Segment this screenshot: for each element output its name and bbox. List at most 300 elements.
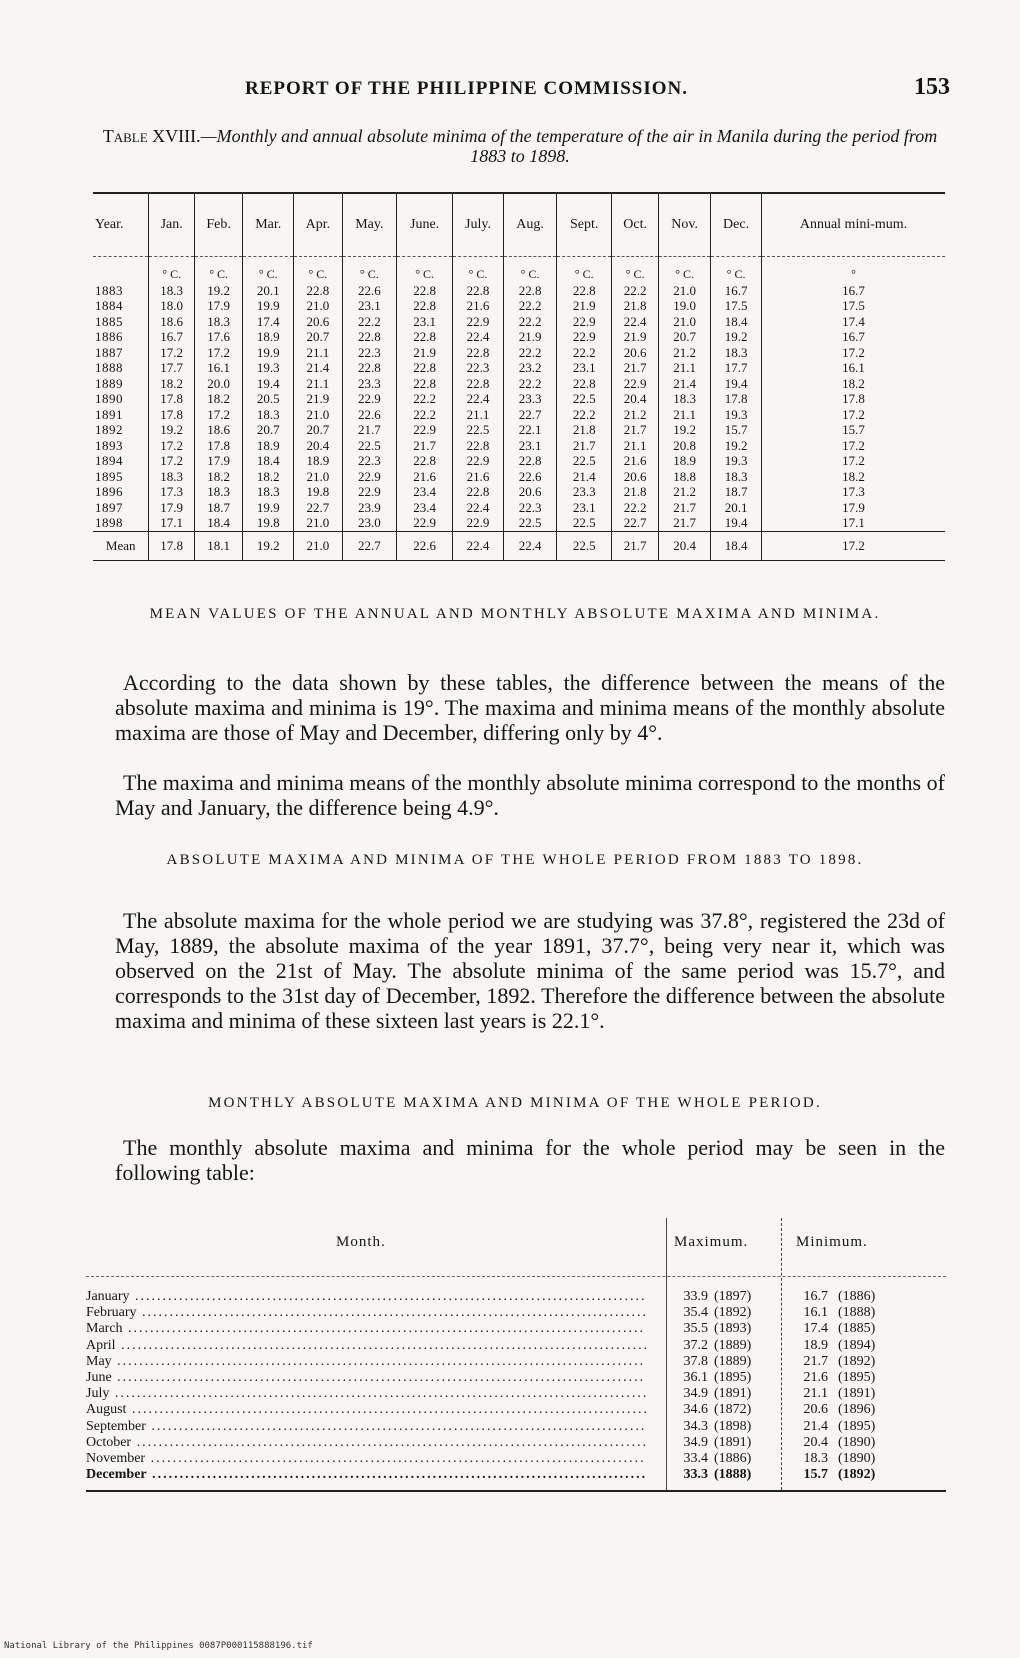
value-cell: 21.7 <box>659 515 711 531</box>
value-cell: 21.1 <box>453 407 504 423</box>
value-cell: 22.8 <box>453 438 504 454</box>
maximum-value: 34.9 <box>683 1386 708 1402</box>
value-cell: 18.0 <box>149 298 195 314</box>
year-cell: 1892 <box>95 422 123 437</box>
extremes-header <box>86 1218 946 1277</box>
column-header: May. <box>342 193 397 257</box>
table-row <box>93 484 945 500</box>
value-cell: 21.7 <box>659 500 711 516</box>
value-cell: 19.3 <box>711 407 762 423</box>
value-cell: 16.7 <box>711 283 762 299</box>
value-cell: 21.9 <box>397 345 453 361</box>
value-cell: 17.8 <box>149 391 195 407</box>
value-cell: 21.1 <box>294 345 342 361</box>
year-cell: 1895 <box>95 468 123 484</box>
value-cell: 20.5 <box>243 391 294 407</box>
unit-cell: ° C. <box>294 257 342 283</box>
value-cell: 20.7 <box>659 329 711 345</box>
extremes-row <box>86 1321 946 1337</box>
value-cell: 21.6 <box>612 453 659 469</box>
unit-cell: ° C. <box>194 257 242 283</box>
value-cell: 21.4 <box>557 469 612 485</box>
value-cell: 19.4 <box>711 376 762 392</box>
month-name: September ..... <box>86 1419 646 1435</box>
table-row <box>93 391 945 407</box>
table-header-row <box>93 193 945 257</box>
value-cell: 21.2 <box>612 407 659 423</box>
value-cell: 22.3 <box>342 345 397 361</box>
value-cell: 18.2 <box>194 469 242 485</box>
value-cell: 21.7 <box>612 360 659 376</box>
value-cell: 16.7 <box>762 283 945 299</box>
unit-cell: ° C. <box>453 257 504 283</box>
value-cell: 19.8 <box>243 515 294 531</box>
table-row <box>93 360 945 376</box>
value-cell: 21.4 <box>659 376 711 392</box>
column-header: Apr. <box>294 193 342 257</box>
table-row <box>93 469 945 485</box>
value-cell: 22.9 <box>453 515 504 531</box>
value-cell: 23.3 <box>342 376 397 392</box>
extremes-row <box>86 1435 946 1451</box>
maximum-year: (1892) <box>714 1305 752 1321</box>
unit-cell: ° C. <box>503 257 556 283</box>
year-cell: 1889 <box>95 375 123 391</box>
unit-cell: ° C. <box>243 257 294 283</box>
mean-cell: 22.7 <box>342 531 397 560</box>
value-cell: 21.8 <box>612 298 659 314</box>
value-cell: 22.2 <box>342 314 397 330</box>
section-heading-mean-values: MEAN VALUES OF THE ANNUAL AND MONTHLY ABSOLUTE MAXIMA AND MINIMA. <box>149 606 881 622</box>
value-cell: 21.7 <box>397 438 453 454</box>
value-cell: 22.9 <box>453 314 504 330</box>
mean-cell: 18.1 <box>194 531 242 560</box>
value-cell: 21.0 <box>659 283 711 299</box>
table-caption <box>95 126 945 166</box>
table-row <box>93 298 945 314</box>
maximum-year: (1889) <box>714 1353 752 1369</box>
running-title: REPORT OF THE PHILIPPINE COMMISSION. <box>245 78 689 99</box>
value-cell: 22.8 <box>342 360 397 376</box>
paragraph-monthly: The monthly absolute maxima and minima for the whole period may be seen in the following table: <box>115 1135 945 1185</box>
extremes-row <box>86 1451 946 1467</box>
minimum-value: 18.9 <box>803 1337 828 1353</box>
value-cell: 22.5 <box>453 422 504 438</box>
month-name: October ..... <box>86 1435 646 1451</box>
month-name: January ..... <box>86 1289 646 1305</box>
section-heading-monthly: MONTHLY ABSOLUTE MAXIMA AND MINIMA OF THE WHOLE PERIOD. <box>208 1095 822 1111</box>
value-cell: 18.3 <box>194 314 242 330</box>
unit-cell: ° C. <box>612 257 659 283</box>
value-cell: 17.5 <box>711 298 762 314</box>
table-row <box>93 515 945 531</box>
extremes-row <box>86 1338 946 1354</box>
table-row <box>93 407 945 423</box>
value-cell: 19.9 <box>243 345 294 361</box>
value-cell: 17.2 <box>762 345 945 361</box>
value-cell: 17.9 <box>149 500 195 516</box>
value-cell: 19.0 <box>659 298 711 314</box>
value-cell: 20.7 <box>243 422 294 438</box>
minimum-value: 21.4 <box>803 1418 828 1434</box>
maximum-year: (1888) <box>714 1467 752 1483</box>
minimum-year: (1885) <box>838 1321 876 1337</box>
value-cell: 18.2 <box>762 469 945 485</box>
maximum-year: (1895) <box>714 1369 752 1385</box>
maximum-value: 34.6 <box>683 1402 708 1418</box>
minimum-year: (1895) <box>838 1369 876 1385</box>
value-cell: 21.2 <box>659 345 711 361</box>
month-name: February ..... <box>86 1305 646 1321</box>
value-cell: 16.7 <box>149 329 195 345</box>
value-cell: 20.1 <box>711 500 762 516</box>
value-cell: 18.3 <box>149 469 195 485</box>
value-cell: 18.4 <box>194 515 242 531</box>
mean-cell: 21.0 <box>294 531 342 560</box>
year-cell: 1894 <box>95 453 123 468</box>
value-cell: 16.1 <box>762 360 945 376</box>
extremes-row <box>86 1402 946 1418</box>
value-cell: 22.9 <box>557 329 612 345</box>
value-cell: 19.2 <box>711 438 762 454</box>
mean-cell: 21.7 <box>612 531 659 560</box>
value-cell: 22.9 <box>453 453 504 469</box>
value-cell: 22.8 <box>453 283 504 299</box>
maximum-value: 33.4 <box>683 1450 708 1466</box>
minimum-value: 21.1 <box>803 1386 828 1402</box>
column-header: July. <box>453 193 504 257</box>
value-cell: 22.8 <box>397 376 453 392</box>
value-cell: 22.1 <box>503 422 556 438</box>
paragraph-mean-values-2: The maxima and minima means of the monthly absolute minima correspond to the months of May and January, the difference being 4.9°. <box>115 770 945 820</box>
unit-cell: ° C. <box>659 257 711 283</box>
value-cell: 22.8 <box>453 484 504 500</box>
value-cell: 17.2 <box>762 438 945 454</box>
value-cell: 21.7 <box>557 438 612 454</box>
value-cell: 23.4 <box>397 484 453 500</box>
value-cell: 23.1 <box>557 500 612 516</box>
value-cell: 18.7 <box>194 500 242 516</box>
value-cell: 22.6 <box>342 283 397 299</box>
year-cell: 1885 <box>95 313 123 329</box>
minimum-value: 20.6 <box>803 1402 828 1418</box>
value-cell: 21.0 <box>659 314 711 330</box>
table-row <box>93 329 945 345</box>
value-cell: 21.0 <box>294 407 342 423</box>
value-cell: 19.8 <box>294 484 342 500</box>
value-cell: 22.5 <box>503 515 556 531</box>
value-cell: 22.5 <box>342 438 397 454</box>
column-header: Year. <box>95 217 124 233</box>
mean-label: Mean <box>105 537 136 553</box>
maximum-value: 34.9 <box>683 1434 708 1450</box>
value-cell: 19.2 <box>711 329 762 345</box>
year-cell: 1884 <box>95 298 123 313</box>
value-cell: 22.8 <box>397 453 453 469</box>
value-cell: 20.1 <box>243 283 294 299</box>
value-cell: 18.9 <box>294 453 342 469</box>
extremes-row <box>86 1289 946 1305</box>
month-name: August ..... <box>86 1402 646 1418</box>
value-cell: 20.8 <box>659 438 711 454</box>
column-header: Oct. <box>612 193 659 257</box>
maximum-value: 35.4 <box>683 1305 708 1321</box>
year-cell: 1886 <box>95 329 123 344</box>
maximum-year: (1886) <box>714 1450 752 1466</box>
column-header: Feb. <box>194 193 242 257</box>
value-cell: 23.4 <box>397 500 453 516</box>
minimum-value: 17.4 <box>803 1321 828 1337</box>
maximum-year: (1891) <box>714 1434 752 1450</box>
minimum-value: 16.1 <box>803 1305 828 1321</box>
value-cell: 20.6 <box>503 484 556 500</box>
mean-cell: 22.6 <box>397 531 453 560</box>
extremes-row <box>86 1467 946 1483</box>
value-cell: 20.6 <box>612 469 659 485</box>
minimum-value: 18.3 <box>803 1450 828 1466</box>
value-cell: 18.3 <box>243 407 294 423</box>
year-cell: 1888 <box>95 360 123 375</box>
value-cell: 19.9 <box>243 298 294 314</box>
minimum-value: 20.4 <box>803 1434 828 1450</box>
value-cell: 22.8 <box>397 329 453 345</box>
unit-cell: ° <box>762 257 945 283</box>
value-cell: 22.2 <box>612 283 659 299</box>
value-cell: 20.7 <box>294 329 342 345</box>
table-caption-text: —Monthly and annual absolute minima of the temperature of the air in Manila during the period from 1883 to 1898. <box>200 126 938 166</box>
value-cell: 21.0 <box>294 298 342 314</box>
minimum-value: 21.7 <box>803 1353 828 1369</box>
minimum-year: (1892) <box>838 1467 876 1483</box>
value-cell: 19.2 <box>149 422 195 438</box>
value-cell: 17.8 <box>762 391 945 407</box>
mean-cell: 22.4 <box>453 531 504 560</box>
value-cell: 22.8 <box>397 283 453 299</box>
maximum-value: 37.2 <box>683 1337 708 1353</box>
extremes-row <box>86 1419 946 1435</box>
monthly-extremes-table <box>86 1218 946 1483</box>
value-cell: 17.2 <box>194 345 242 361</box>
month-name: May ..... <box>86 1354 646 1370</box>
value-cell: 21.1 <box>659 360 711 376</box>
value-cell: 17.1 <box>762 515 945 531</box>
table-body <box>93 283 945 532</box>
value-cell: 17.8 <box>149 407 195 423</box>
year-cell: 1896 <box>95 484 123 499</box>
value-cell: 22.7 <box>503 407 556 423</box>
year-cell: 1890 <box>95 391 123 406</box>
unit-cell: ° C. <box>149 257 195 283</box>
value-cell: 23.1 <box>397 314 453 330</box>
table-units-row <box>93 257 945 283</box>
value-cell: 17.4 <box>243 314 294 330</box>
maximum-year: (1872) <box>714 1402 752 1418</box>
extremes-row <box>86 1370 946 1386</box>
value-cell: 22.9 <box>342 484 397 500</box>
unit-cell: ° C. <box>397 257 453 283</box>
value-cell: 21.2 <box>659 484 711 500</box>
value-cell: 16.1 <box>194 360 242 376</box>
value-cell: 15.7 <box>762 422 945 438</box>
value-cell: 23.3 <box>503 391 556 407</box>
paragraph-whole-period: The absolute maxima for the whole period we are studying was 37.8°, registered the 23d of May, 1889, the absolute maxima of the year 1891, 37.7°, being very near it, which was observed on the 21st of May. The absolute minima of the same period was 15.7°, and corresponds to the 31st day of December, 1892. Therefore the difference between the absolute maxima and minima of these sixteen last years is 22.1°. <box>115 908 945 1033</box>
extremes-row <box>86 1354 946 1370</box>
value-cell: 21.9 <box>294 391 342 407</box>
value-cell: 22.4 <box>453 329 504 345</box>
mean-cell: 22.5 <box>557 531 612 560</box>
section-heading-whole-period: ABSOLUTE MAXIMA AND MINIMA OF THE WHOLE PERIOD FROM 1883 TO 1898. <box>166 852 864 868</box>
value-cell: 17.2 <box>149 438 195 454</box>
value-cell: 21.1 <box>294 376 342 392</box>
mean-cell: 17.2 <box>762 531 945 560</box>
column-header: Jan. <box>149 193 195 257</box>
value-cell: 22.9 <box>557 314 612 330</box>
minimum-year: (1886) <box>838 1289 876 1304</box>
value-cell: 17.9 <box>194 453 242 469</box>
minimum-year: (1890) <box>838 1434 876 1450</box>
minimum-year: (1891) <box>838 1386 876 1402</box>
maximum-year: (1891) <box>714 1386 752 1402</box>
value-cell: 18.3 <box>659 391 711 407</box>
value-cell: 18.7 <box>711 484 762 500</box>
value-cell: 22.3 <box>342 453 397 469</box>
value-cell: 22.8 <box>557 376 612 392</box>
minimum-year: (1896) <box>838 1402 876 1418</box>
value-cell: 18.8 <box>659 469 711 485</box>
table-mean-row <box>93 531 945 560</box>
table-row <box>93 500 945 516</box>
maximum-value: 34.3 <box>683 1418 708 1434</box>
value-cell: 22.8 <box>503 453 556 469</box>
value-cell: 17.6 <box>194 329 242 345</box>
value-cell: 21.1 <box>612 438 659 454</box>
value-cell: 17.9 <box>194 298 242 314</box>
value-cell: 17.3 <box>762 484 945 500</box>
year-cell: 1893 <box>95 437 123 453</box>
value-cell: 18.6 <box>149 314 195 330</box>
extremes-header-maximum: Maximum. <box>674 1234 749 1250</box>
value-cell: 22.7 <box>612 515 659 531</box>
minimum-year: (1892) <box>838 1353 876 1369</box>
month-name: November ..... <box>86 1451 646 1467</box>
value-cell: 22.5 <box>557 515 612 531</box>
column-header: Sept. <box>557 193 612 257</box>
value-cell: 18.4 <box>711 314 762 330</box>
column-header: Nov. <box>659 193 711 257</box>
value-cell: 22.5 <box>557 453 612 469</box>
year-cell: 1897 <box>95 499 123 515</box>
column-header: Mar. <box>243 193 294 257</box>
value-cell: 22.2 <box>397 391 453 407</box>
value-cell: 18.3 <box>711 469 762 485</box>
value-cell: 21.1 <box>659 407 711 423</box>
page-header <box>90 74 950 108</box>
paragraph-mean-values-1: According to the data shown by these tables, the difference between the means of the absolute maxima and minima is 19°. The maxima and minima means of the monthly absolute maxima are those of May and December, differing only by 4°. <box>115 670 945 745</box>
year-cell: 1887 <box>95 344 123 360</box>
value-cell: 22.2 <box>557 407 612 423</box>
value-cell: 17.4 <box>762 314 945 330</box>
value-cell: 22.3 <box>453 360 504 376</box>
table-row <box>93 376 945 392</box>
mean-cell: 19.2 <box>243 531 294 560</box>
value-cell: 17.2 <box>762 453 945 469</box>
value-cell: 21.9 <box>503 329 556 345</box>
table-row <box>93 422 945 438</box>
value-cell: 20.6 <box>612 345 659 361</box>
value-cell: 18.3 <box>243 484 294 500</box>
table-row <box>93 314 945 330</box>
maximum-value: 37.8 <box>683 1353 708 1369</box>
value-cell: 23.0 <box>342 515 397 531</box>
page-number: 153 <box>914 74 950 100</box>
value-cell: 17.5 <box>762 298 945 314</box>
unit-cell <box>93 257 149 283</box>
value-cell: 19.2 <box>194 283 242 299</box>
value-cell: 22.9 <box>397 515 453 531</box>
value-cell: 22.8 <box>503 283 556 299</box>
value-cell: 18.2 <box>149 376 195 392</box>
table-row <box>93 453 945 469</box>
value-cell: 17.2 <box>149 345 195 361</box>
value-cell: 22.9 <box>342 391 397 407</box>
minima-table <box>93 192 945 561</box>
value-cell: 23.1 <box>342 298 397 314</box>
value-cell: 21.9 <box>557 298 612 314</box>
value-cell: 19.4 <box>711 515 762 531</box>
month-name: July ..... <box>86 1386 646 1402</box>
month-name: March ..... <box>86 1321 646 1337</box>
value-cell: 22.8 <box>397 298 453 314</box>
value-cell: 18.9 <box>243 329 294 345</box>
value-cell: 20.7 <box>294 422 342 438</box>
value-cell: 22.5 <box>557 391 612 407</box>
value-cell: 17.9 <box>762 500 945 516</box>
value-cell: 22.8 <box>397 360 453 376</box>
year-cell: 1891 <box>95 406 123 422</box>
value-cell: 22.2 <box>557 345 612 361</box>
value-cell: 22.6 <box>503 469 556 485</box>
value-cell: 22.8 <box>294 283 342 299</box>
value-cell: 17.2 <box>194 407 242 423</box>
mean-cell: 17.8 <box>149 531 195 560</box>
maximum-year: (1897) <box>714 1289 752 1304</box>
value-cell: 17.7 <box>149 360 195 376</box>
unit-cell: ° C. <box>342 257 397 283</box>
value-cell: 22.9 <box>397 422 453 438</box>
column-header: Annual mini-mum. <box>762 193 945 257</box>
value-cell: 17.2 <box>149 453 195 469</box>
minimum-year: (1888) <box>838 1305 876 1321</box>
value-cell: 20.4 <box>612 391 659 407</box>
mean-cell: 20.4 <box>659 531 711 560</box>
value-cell: 22.6 <box>342 407 397 423</box>
value-cell: 22.9 <box>342 469 397 485</box>
value-cell: 22.2 <box>612 500 659 516</box>
value-cell: 19.2 <box>659 422 711 438</box>
value-cell: 22.2 <box>503 345 556 361</box>
value-cell: 18.2 <box>194 391 242 407</box>
value-cell: 22.8 <box>342 329 397 345</box>
value-cell: 23.1 <box>503 438 556 454</box>
maximum-year: (1898) <box>714 1418 752 1434</box>
maximum-year: (1893) <box>714 1321 752 1337</box>
column-header: Aug. <box>503 193 556 257</box>
value-cell: 22.4 <box>612 314 659 330</box>
value-cell: 21.4 <box>294 360 342 376</box>
value-cell: 18.3 <box>711 345 762 361</box>
value-cell: 22.9 <box>612 376 659 392</box>
maximum-value: 36.1 <box>683 1369 708 1385</box>
